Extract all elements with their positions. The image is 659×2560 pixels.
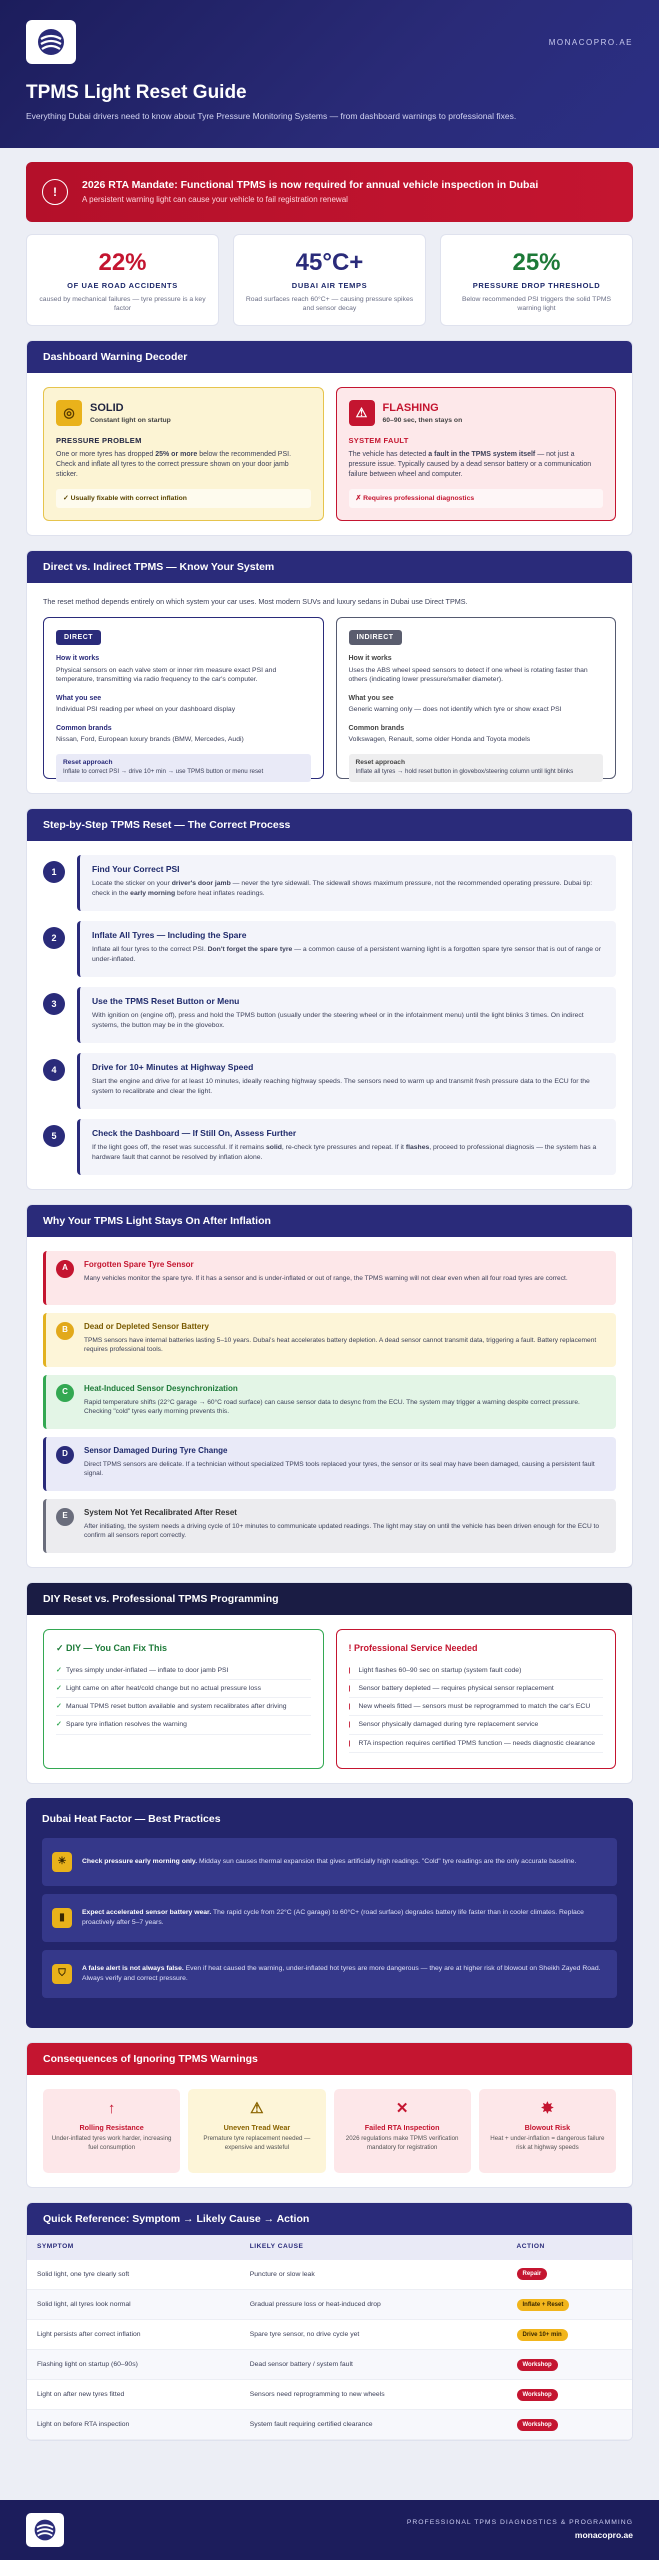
burst-icon: ✸ [541, 2099, 554, 2117]
step-text: Inflate all four tyres to the correct PSI. Don't forget the spare tyre — a common cause of a persistent warning light is a forgotten spare tyre sensor that is out of range or under-inflated. [92, 946, 601, 964]
indirect-badge: INDIRECT [349, 630, 402, 645]
step-title: Find Your Correct PSI [92, 863, 180, 874]
field-label: What you see [348, 694, 394, 702]
action-cell [507, 2290, 633, 2320]
reason-title: Sensor Damaged During Tyre Change [84, 1445, 228, 1455]
decoder-section [26, 340, 633, 536]
consequence-text: Under-inflated tyres work harder, increasing fuel consumption [51, 2135, 172, 2152]
check-icon: ✓ [56, 1666, 62, 1674]
sun-icon: ☀ [52, 1852, 72, 1872]
section-title: DIY Reset vs. Professional TPMS Programming [27, 1583, 632, 1615]
shield-icon: ⛉ [52, 1964, 72, 1984]
reason-text: Rapid temperature shifts (22°C garage → 60°C road surface) can cause sensor data to desync from the ECU. The system may trigger a warning despite correct pressure. Checking "cold" tyres early morning prevents this. [84, 1398, 580, 1416]
table-row [27, 2320, 632, 2350]
tyre-warning-icon: ◎ [56, 400, 82, 426]
stat-card [26, 234, 219, 326]
solid-sub: Constant light on startup [90, 416, 171, 424]
list-item: | Sensor physically damaged during tyre replacement service [349, 1716, 604, 1734]
field-value: Uses the ABS wheel speed sensors to detect if one wheel is rotating faster than others (indicating lower pressure/smaller diameter). [348, 666, 588, 684]
step-text: Locate the sticker on your driver's door jamb — never the tyre sidewall. The sidewall shows maximum pressure, not the recommended operating pressure. Dubai tip: check in the early morning before heat inflates readings. [92, 880, 593, 898]
list-item: | New wheels fitted — sensors must be reprogrammed to match the car's ECU [349, 1698, 604, 1716]
step-number: 2 [43, 927, 65, 949]
symptom-cell: Light on before RTA inspection [27, 2410, 240, 2440]
stat-desc: Below recommended PSI triggers the solid TPMS warning light [461, 295, 612, 312]
column-header: SYMPTOM [27, 2235, 240, 2260]
list-item: ✓ Spare tyre inflation resolves the warning [56, 1716, 311, 1734]
consequences-section [26, 2042, 633, 2188]
reset-steps-section [26, 808, 633, 1190]
reason-text: Many vehicles monitor the spare tyre. If it has a sensor and is under-inflated or out of range, the TPMS warning will not clear even when all four road tyres are correct. [84, 1274, 568, 1282]
section-title: Consequences of Ignoring TPMS Warnings [27, 2043, 632, 2075]
list-item: ✓ Light came on after heat/cold change but no actual pressure loss [56, 1680, 311, 1698]
bar-icon: | [348, 1703, 351, 1711]
pro-card [336, 1629, 617, 1769]
table-row [27, 2350, 632, 2380]
page-title: TPMS Light Reset Guide [26, 82, 247, 103]
step-text: If the light goes off, the reset was successful. If it remains solid, re-check tyre pressures and repeat. If it flashes, proceed to professional diagnosis — the system has a hardware fault that cannot be resolved by inflation alone. [92, 1144, 597, 1162]
symptom-cell: Light persists after correct inflation [27, 2320, 240, 2350]
consequence-text: Heat + under-inflation = dangerous failure risk at highway speeds [490, 2135, 605, 2152]
brand-logo[interactable] [26, 20, 76, 64]
bar-icon: | [348, 1721, 351, 1729]
step-item [43, 921, 616, 977]
column-header: LIKELY CAUSE [240, 2235, 507, 2260]
flash-footnote: ✗ Requires professional diagnostics [349, 489, 604, 508]
cross-icon: ✕ [395, 2099, 409, 2117]
field-value: Volkswagen, Renault, some older Honda and Toyota models [348, 736, 531, 744]
reason-item [43, 1313, 616, 1367]
battery-icon: ▮ [52, 1908, 72, 1928]
direct-badge: DIRECT [56, 630, 101, 645]
step-title: Check the Dashboard — If Still On, Assess Further [92, 1127, 297, 1138]
stat-label: OF UAE ROAD ACCIDENTS [67, 281, 178, 291]
indirect-tpms-card [336, 617, 617, 779]
direct-tpms-card [43, 617, 324, 779]
arrow-up-icon: ↑ [107, 2099, 116, 2117]
section-title: Why Your TPMS Light Stays On After Inflation [27, 1205, 632, 1237]
consequence-card [43, 2089, 180, 2173]
list-item: ✓ Manual TPMS reset button available and system recalibrates after driving [56, 1698, 311, 1716]
cause-cell: System fault requiring certified clearance [240, 2410, 507, 2440]
field-label: How it works [348, 655, 392, 663]
action-badge: Repair [517, 2268, 548, 2280]
action-badge: Workshop [517, 2419, 558, 2431]
cause-cell: Puncture or slow leak [240, 2260, 507, 2290]
list-item: | Light flashes 60–90 sec on startup (system fault code) [349, 1662, 604, 1680]
action-cell [507, 2320, 633, 2350]
field-value: Inflate all tyres → hold reset button in glovebox/steering column until light blinks [355, 768, 574, 776]
reference-table [27, 2235, 632, 2440]
reason-letter: B [56, 1322, 74, 1340]
step-item [43, 1053, 616, 1109]
list-item: | RTA inspection requires certified TPMS function — needs diagnostic clearance [349, 1735, 604, 1753]
step-number: 5 [43, 1125, 65, 1147]
flash-sub: 60–90 sec, then stays on [382, 416, 463, 424]
tip-text: Check pressure early morning only. Midday sun causes thermal expansion that gives artificially high readings. "Cold" tyre readings are the only accurate baseline. [82, 1857, 577, 1865]
step-text: Start the engine and drive for at least 10 minutes, ideally reaching highway speeds. The sensors need to warm up and transmit fresh pressure data to the ECU for the system to recalibrate and clear the light. [92, 1078, 590, 1096]
reason-text: TPMS sensors have internal batteries lasting 5–10 years. Dubai's heat accelerates battery depletion. A dead sensor cannot transmit data, triggering a fault. Battery replacement requires professional tools. [84, 1336, 597, 1354]
heat-factor-section [26, 1798, 633, 2028]
cause-cell: Sensors need reprogramming to new wheels [240, 2380, 507, 2410]
reason-text: Direct TPMS sensors are delicate. If a technician without specialized TPMS tools replaced your tyres, the sensor or its seal may have been damaged, causing a persistent fault signal. [84, 1460, 595, 1478]
field-label: How it works [56, 655, 100, 663]
step-item [43, 855, 616, 911]
consequence-title: Failed RTA Inspection [364, 2122, 440, 2132]
stat-label: DUBAI AIR TEMPS [291, 281, 368, 291]
step-text: With ignition on (engine off), press and hold the TPMS button (usually under the steering wheel or in the infotainment menu) until the light blinks 3 times. On indirect systems, the button may be in the glovebox. [92, 1012, 584, 1030]
section-title: Direct vs. Indirect TPMS — Know Your System [27, 551, 632, 583]
bar-icon: | [348, 1666, 351, 1674]
cause-cell: Gradual pressure loss or heat-induced drop [240, 2290, 507, 2320]
action-cell [507, 2350, 633, 2380]
action-badge: Drive 10+ min [517, 2329, 568, 2341]
page-footer [0, 2500, 659, 2560]
action-cell [507, 2380, 633, 2410]
check-icon: ✓ [56, 1721, 62, 1729]
check-icon: ✓ [56, 1685, 62, 1693]
tip-item [42, 1838, 617, 1886]
reason-item [43, 1499, 616, 1553]
field-label: Common brands [348, 724, 405, 732]
tip-text: Expect accelerated sensor battery wear. The rapid cycle from 22°C (AC garage) to 60°C+ (road surface) degrades battery life faster than in cooler climates. Replace proactively after 5–7 years. [82, 1909, 584, 1926]
stat-desc: caused by mechanical failures — tyre pressure is a key factor [39, 295, 206, 312]
stat-card [233, 234, 426, 326]
field-label: Reset approach [355, 758, 405, 766]
field-value: Physical sensors on each valve stem or inner rim measure exact PSI and temperature, transmitting via radio frequency to the car's computer. [56, 666, 277, 684]
reason-title: Forgotten Spare Tyre Sensor [84, 1259, 194, 1269]
rta-mandate-alert [26, 162, 633, 222]
step-number: 3 [43, 993, 65, 1015]
section-intro: The reset method depends entirely on which system your car uses. Most modern SUVs and luxury sedans in Dubai use Direct TPMS. [43, 597, 468, 606]
warning-icon: ⚠ [250, 2099, 264, 2117]
action-cell [507, 2260, 633, 2290]
symptom-cell: Solid light, all tyres look normal [27, 2290, 240, 2320]
cause-cell: Spare tyre sensor, no drive cycle yet [240, 2320, 507, 2350]
stat-value: 25% [512, 249, 561, 276]
hero-header [0, 0, 659, 148]
reason-text: After initiating, the system needs a driving cycle of 10+ minutes to communicate updated readings. The light may stay on until the vehicle has been driven enough for the ECU to confirm all sensors report correctly. [84, 1522, 600, 1540]
reset-approach-box [56, 754, 311, 782]
alert-icon: ! [42, 179, 68, 205]
step-title: Drive for 10+ Minutes at Highway Speed [92, 1061, 254, 1072]
solid-category: PRESSURE PROBLEM [56, 436, 142, 445]
table-row [27, 2290, 632, 2320]
reason-title: Heat-Induced Sensor Desynchronization [84, 1383, 238, 1393]
reason-letter: D [56, 1446, 74, 1464]
reset-approach-box [349, 754, 604, 782]
list-item: | Sensor battery depleted — requires physical sensor replacement [349, 1680, 604, 1698]
step-number: 4 [43, 1059, 65, 1081]
stats-row [26, 234, 633, 326]
reason-title: System Not Yet Recalibrated After Reset [84, 1507, 237, 1517]
reason-letter: C [56, 1384, 74, 1402]
solid-name: SOLID [90, 401, 124, 414]
diy-card [43, 1629, 324, 1769]
bar-icon: | [348, 1685, 351, 1693]
symptom-cell: Light on after new tyres fitted [27, 2380, 240, 2410]
quick-reference-section [26, 2202, 633, 2441]
reason-letter: A [56, 1260, 74, 1278]
tyre-logo-icon [36, 27, 66, 57]
table-row [27, 2380, 632, 2410]
table-row [27, 2410, 632, 2440]
section-title: Dashboard Warning Decoder [27, 341, 632, 373]
reason-item [43, 1251, 616, 1305]
field-label: What you see [56, 694, 102, 702]
field-value: Individual PSI reading per wheel on your dashboard display [56, 706, 236, 714]
reason-item [43, 1437, 616, 1491]
pro-title: ! Professional Service Needed [348, 1642, 478, 1653]
list-item: ✓ Tyres simply under-inflated — inflate to door jamb PSI [56, 1662, 311, 1680]
field-label: Common brands [56, 724, 112, 732]
tpms-types-section [26, 550, 633, 794]
consequence-title: Blowout Risk [524, 2122, 571, 2132]
reason-letter: E [56, 1508, 74, 1526]
alert-text: A persistent warning light can cause your vehicle to fail registration renewal [82, 195, 348, 205]
action-badge: Workshop [517, 2359, 558, 2371]
action-badge: Inflate + Reset [517, 2299, 570, 2311]
footer-logo[interactable] [26, 2513, 64, 2547]
flash-text: The vehicle has detected a fault in the TPMS system itself — not just a pressure issue. Typically caused by a dead sensor battery or a communication failure between wheel and computer. [348, 451, 592, 479]
stat-value: 22% [98, 249, 147, 276]
solid-footnote: ✓ Usually fixable with correct inflation [56, 489, 311, 508]
field-value: Inflate to correct PSI → drive 10+ min → use TPMS button or menu reset [63, 768, 264, 776]
tyre-logo-icon [33, 2518, 57, 2542]
alert-title: 2026 RTA Mandate: Functional TPMS is now required for annual vehicle inspection in Dubai [82, 179, 539, 192]
symptom-cell: Solid light, one tyre clearly soft [27, 2260, 240, 2290]
symptom-cell: Flashing light on startup (60–90s) [27, 2350, 240, 2380]
step-item [43, 987, 616, 1043]
stat-desc: Road surfaces reach 60°C+ — causing pressure spikes and sensor decay [245, 295, 414, 312]
tip-text: A false alert is not always false. Even if heat caused the warning, under-inflated hot tyres are more dangerous — they are at higher risk of blowout on Sheikh Zayed Road. Always verify and correct pressure. [82, 1965, 601, 1982]
action-cell [507, 2410, 633, 2440]
footer-domain-link[interactable]: monacopro.ae [574, 2530, 633, 2541]
diy-vs-pro-section [26, 1582, 633, 1784]
consequence-card [479, 2089, 616, 2173]
field-value: Generic warning only — does not identify which tyre or show exact PSI [348, 706, 562, 714]
warning-triangle-icon: ⚠ [349, 400, 375, 426]
consequence-card [334, 2089, 471, 2173]
field-label: Reset approach [63, 758, 113, 766]
action-badge: Workshop [517, 2389, 558, 2401]
section-title: Dubai Heat Factor — Best Practices [42, 1812, 221, 1825]
stat-label: PRESSURE DROP THRESHOLD [472, 281, 601, 291]
tip-item [42, 1950, 617, 1998]
step-title: Use the TPMS Reset Button or Menu [92, 995, 240, 1006]
reason-item [43, 1375, 616, 1429]
column-header: ACTION [507, 2235, 633, 2260]
cause-cell: Dead sensor battery / system fault [240, 2350, 507, 2380]
flashing-light-card [336, 387, 617, 521]
section-title: Step-by-Step TPMS Reset — The Correct Process [27, 809, 632, 841]
flash-category: SYSTEM FAULT [348, 436, 409, 445]
step-item [43, 1119, 616, 1175]
consequence-title: Uneven Tread Wear [223, 2122, 291, 2132]
brand-domain[interactable]: MONACOPRO.AE [548, 38, 633, 47]
section-title: Quick Reference: Symptom → Likely Cause → Action [27, 2203, 632, 2235]
field-value: Nissan, Ford, European luxury brands (BMW, Mercedes, Audi) [56, 736, 244, 744]
consequence-title: Rolling Resistance [79, 2122, 144, 2132]
solid-light-card [43, 387, 324, 521]
check-icon: ✓ [56, 1703, 62, 1711]
stat-card [440, 234, 633, 326]
reasons-section [26, 1204, 633, 1568]
flash-name: FLASHING [382, 401, 439, 414]
tip-item [42, 1894, 617, 1942]
step-title: Inflate All Tyres — Including the Spare [92, 929, 247, 940]
consequence-text: 2026 regulations make TPMS verification mandatory for registration [345, 2135, 459, 2152]
bar-icon: | [348, 1739, 351, 1747]
footer-tagline: PROFESSIONAL TPMS DIAGNOSTICS & PROGRAMMING [406, 2519, 633, 2527]
consequence-text: Premature tyre replacement needed — expensive and wasteful [203, 2135, 311, 2152]
solid-text: One or more tyres has dropped 25% or more below the recommended PSI. Check and inflate all tyres to the correct pressure shown on your door jamb sticker. [56, 451, 292, 479]
step-number: 1 [43, 861, 65, 883]
reason-title: Dead or Depleted Sensor Battery [84, 1321, 209, 1331]
diy-title: ✓ DIY — You Can Fix This [56, 1642, 168, 1653]
stat-value: 45°C+ [295, 249, 364, 276]
page-subtitle: Everything Dubai drivers need to know about Tyre Pressure Monitoring Systems — from dashboard warnings to professional fixes. [26, 110, 517, 121]
table-row [27, 2260, 632, 2290]
consequence-card [188, 2089, 325, 2173]
